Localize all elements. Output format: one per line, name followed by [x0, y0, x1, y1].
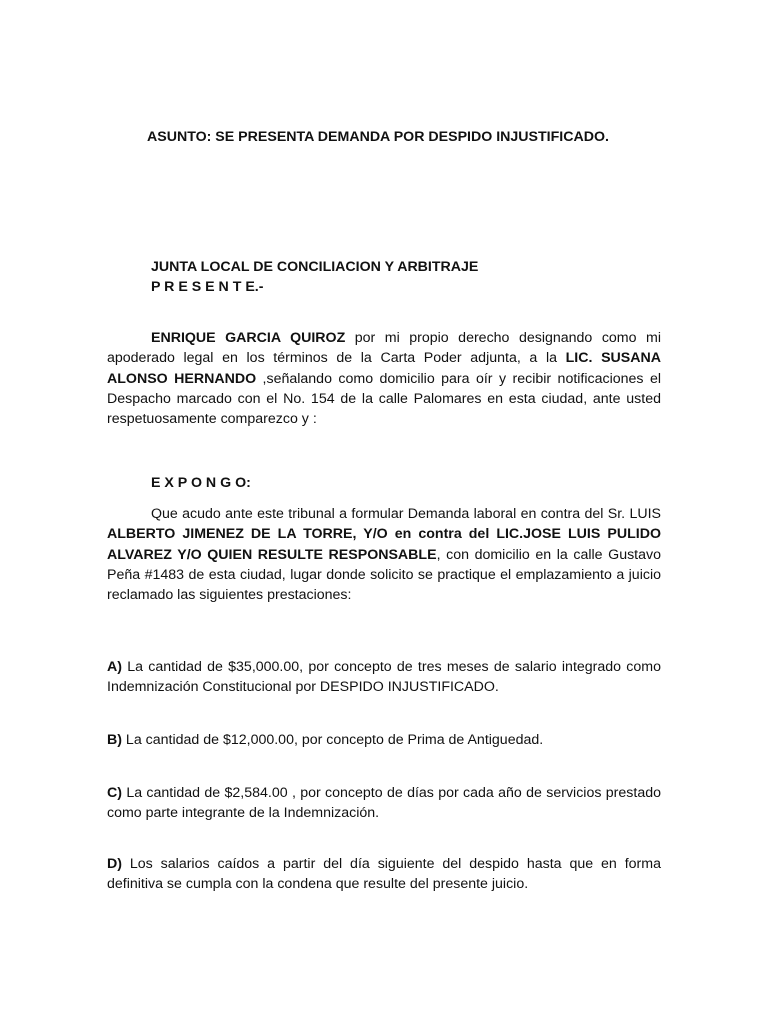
- claim-text: La cantidad de $35,000.00, por concepto de tres meses de salario integrado como Indemnización Constitucional por DESPIDO INJUSTIFICADO.: [107, 659, 661, 696]
- intro-text-1: por mi propio derecho designando como mi apoderado legal en los términos de la Carta Poder adjunta, a la: [107, 330, 661, 367]
- expongo-heading: E X P O N G O:: [151, 475, 251, 491]
- intro-paragraph: [107, 328, 661, 429]
- claim-text: La cantidad de $2,584.00 , por concepto de días por cada año de servicios prestado como parte integrante de la Indemnización.: [107, 785, 661, 822]
- claim-item-b: [107, 730, 661, 750]
- claim-text: Los salarios caídos a partir del día siguiente del despido hasta que en forma definitiva se cumpla con la condena que resulte del presente juicio.: [107, 856, 661, 893]
- expongo-paragraph: [107, 504, 661, 605]
- claim-label: A): [107, 659, 122, 675]
- claim-label: B): [107, 732, 122, 748]
- intro-text-2: ,señalando como domicilio para oír y recibir notificaciones el Despacho marcado con el No. 154 de la calle Palomares en esta ciudad, ante usted respetuosamente comparezco y :: [107, 370, 661, 428]
- lawyer-name: LIC. SUSANA ALONSO HERNANDO: [107, 350, 661, 387]
- defendants-names: ALBERTO JIMENEZ DE LA TORRE, Y/O en contra del LIC.JOSE LUIS PULIDO ALVAREZ Y/O QUIEN RESULTE RESPONSABLE: [107, 526, 661, 563]
- addressee-line-2: P R E S E N T E.-: [151, 279, 264, 295]
- claim-item-d: [107, 854, 661, 895]
- claim-label: C): [107, 785, 122, 801]
- addressee-line-1: JUNTA LOCAL DE CONCILIACION Y ARBITRAJE: [151, 259, 479, 275]
- expongo-text-2: , con domicilio en la calle Gustavo Peña #1483 de esta ciudad, lugar donde solicito se practique el emplazamiento a juicio reclamado las siguientes prestaciones:: [107, 546, 661, 604]
- claim-item-a: [107, 657, 661, 698]
- plaintiff-name: ENRIQUE GARCIA QUIROZ: [151, 330, 346, 346]
- claim-text: La cantidad de $12,000.00, por concepto de Prima de Antiguedad.: [121, 732, 544, 748]
- claim-item-c: [107, 783, 661, 824]
- expongo-text-1: Que acudo ante este tribunal a formular Demanda laboral en contra del Sr. LUIS: [151, 506, 661, 522]
- subject-heading: ASUNTO: SE PRESENTA DEMANDA POR DESPIDO INJUSTIFICADO.: [147, 129, 609, 145]
- claim-label: D): [107, 856, 122, 872]
